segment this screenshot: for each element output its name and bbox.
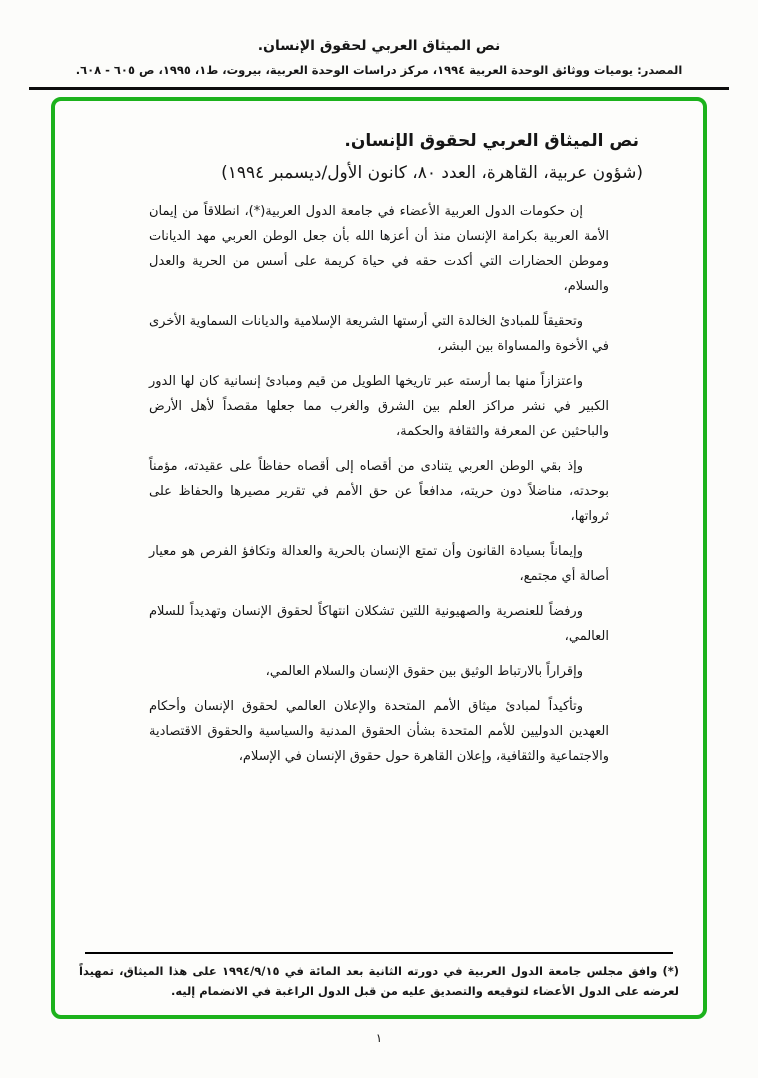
paragraph: وإيماناً بسيادة القانون وأن تمتع الإنسان بالحرية والعدالة وتكافؤ الفرص هو معيار أصالة أي مجتمع، bbox=[149, 544, 609, 584]
document-subtitle: (شؤون عربية، القاهرة، العدد ٨٠، كانون الأول/ديسمبر ١٩٩٤) bbox=[221, 163, 643, 183]
footnote-divider bbox=[85, 952, 673, 954]
footnote-area bbox=[55, 952, 703, 1001]
document-paragraphs bbox=[149, 199, 609, 769]
paragraph: وإذ بقي الوطن العربي يتنادى من أقصاه إلى أقصاه حفاظاً على عقيدته، مؤمناً بوحدته، مناضلاً دون حريته، مدافعاً عن حق الأمم في تقرير مصيرها والحفاظ على ثرواتها، bbox=[149, 459, 609, 524]
paragraph: وتحقيقاً للمبادئ الخالدة التي أرستها الشريعة الإسلامية والديانات السماوية الأخرى في الأخوة والمساواة بين البشر، bbox=[149, 314, 609, 354]
document-body bbox=[115, 131, 643, 769]
paragraph: وإقراراً بالارتباط الوثيق بين حقوق الإنسان والسلام العالمي، bbox=[265, 664, 583, 679]
header-divider bbox=[29, 87, 729, 90]
document-frame bbox=[51, 97, 707, 1019]
paragraph: وتأكيداً لمبادئ ميثاق الأمم المتحدة والإعلان العالمي لحقوق الإنسان وأحكام العهدين الدوليين للأمم المتحدة بشأن الحقوق المدنية والسياسية والحقوق الاقتصادية والاجتماعية والثقافية، وإعلان القاهرة حول حقوق الإنسان في الإسلام، bbox=[149, 699, 609, 764]
page-header bbox=[0, 0, 758, 90]
footnote: (*) وافق مجلس جامعة الدول العربية في دورته الثانية بعد المائة في ١٩٩٤/٩/١٥ على هذا الميثاق، تمهيداً لعرضه على الدول الأعضاء لتوقيعه والتصديق عليه من قبل الدول الراغبة في الانضمام إليه. bbox=[79, 964, 679, 998]
paragraph: ورفضاً للعنصرية والصهيونية اللتين تشكلان انتهاكاً لحقوق الإنسان وتهديداً للسلام العالمي، bbox=[149, 604, 609, 644]
document-title: نص الميثاق العربي لحقوق الإنسان. bbox=[344, 131, 639, 151]
paragraph: واعتزازاً منها بما أرسته عبر تاريخها الطويل من قيم ومبادئ إنسانية كان لها الدور الكبير في نشر مراكز العلم بين الشرق والغرب مما جعلها مقصداً لأهل الأرض والباحثين عن المعرفة والثقافة والحكمة، bbox=[149, 374, 609, 439]
page-header-title: نص الميثاق العربي لحقوق الإنسان. bbox=[257, 38, 501, 54]
page-number: ١ bbox=[375, 1031, 383, 1045]
page-header-source: المصدر: يوميات ووثائق الوحدة العربية ١٩٩٤، مركز دراسات الوحدة العربية، بيروت، ط١، ١٩٩٥، ص ٦٠٥ - ٦٠٨. bbox=[75, 63, 683, 77]
paragraph: إن حكومات الدول العربية الأعضاء في جامعة الدول العربية(*)، انطلاقاً من إيمان الأمة العربية بكرامة الإنسان منذ أن أعزها الله بأن جعل الوطن العربي مهد الديانات وموطن الحضارات التي أكدت حقه في حياة كريمة على أسس من الحرية والعدل والسلام، bbox=[149, 204, 609, 294]
